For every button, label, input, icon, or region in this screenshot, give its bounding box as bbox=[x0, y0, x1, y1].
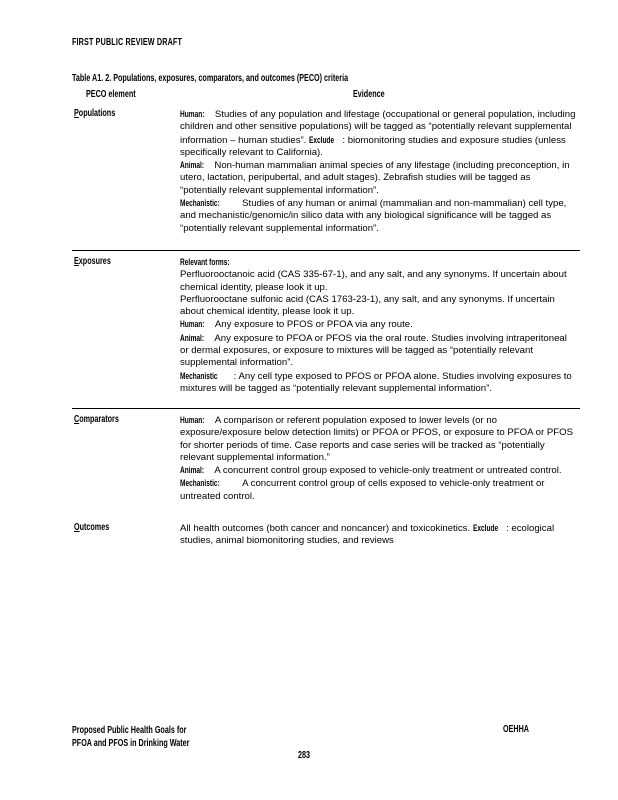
table-row-comparators bbox=[72, 414, 581, 518]
column-header-peco: PECO element bbox=[86, 89, 136, 100]
footer-document-title: Proposed Public Health Goals for PFOA and PFOS in Drinking Water bbox=[72, 725, 190, 749]
relevant-forms-label: Relevant forms: bbox=[180, 256, 230, 267]
populations-human: Human: Studies of any population and lifestage (occupational or general population, including children and other sensitive populations) will be tagged as “potentially relevant supplemental information – human studies”. Exclude : biomonitoring studies and exposure studies (unless specifically relevant to California). bbox=[180, 108, 576, 158]
evidence-comparators bbox=[180, 414, 578, 503]
exposure-form-pfos: Perfluorooctane sulfonic acid (CAS 1763-23-1), any salt, and any synonyms. If uncertain about chemical identity, please look it up. bbox=[180, 293, 555, 318]
table-row-populations bbox=[72, 108, 581, 248]
populations-mechanistic: Mechanistic: Studies of any human or animal (mammalian and non-mammalian) cell type, and mechanistic/genomic/in silico data with any biological significance will be tagged as “potentially relevant supplemental information”. bbox=[180, 197, 567, 234]
peco-label-outcomes: Outcomes bbox=[74, 522, 110, 533]
peco-label-populations: Populations bbox=[74, 108, 116, 119]
comparators-human: Human: A comparison or referent population exposed to lower levels (or no exposure/exposure below detection limits) or PFOA or PFOS, or exposure to PFOA or PFOS for shorter periods of time. Case reports and case series will be tracked as “potentially relevant supplemental information.” bbox=[180, 414, 573, 463]
column-header-evidence: Evidence bbox=[353, 89, 385, 100]
exposures-mechanistic: Mechanistic : Any cell type exposed to PFOS or PFOA alone. Studies involving exposures to mixtures will be tagged as “potentially relevant supplemental information”. bbox=[180, 369, 572, 394]
exposure-form-pfoa: Perfluorooctanoic acid (CAS 335-67-1), and any salt, and any synonyms. If uncertain about chemical identity, please look it up. bbox=[180, 269, 567, 293]
peco-label-comparators: Comparators bbox=[74, 414, 119, 425]
table-column-headers bbox=[72, 89, 592, 103]
comparators-animal: Animal: A concurrent control group exposed to vehicle-only treatment or untreated control. bbox=[180, 464, 562, 477]
peco-label-exposures: Exposures bbox=[74, 256, 111, 267]
draft-header: FIRST PUBLIC REVIEW DRAFT bbox=[72, 37, 183, 48]
page-number: 283 bbox=[298, 750, 311, 761]
exposures-human: Human: Any exposure to PFOS or PFOA via any route. bbox=[180, 318, 413, 331]
evidence-populations bbox=[180, 108, 578, 235]
exposures-animal: Animal: Any exposure to PFOA or PFOS via the oral route. Studies involving intraperitoneal or dermal exposures, or exposure to mixtures will be tagged as “potentially relevant supplemental information”. bbox=[180, 331, 567, 369]
evidence-outcomes bbox=[180, 522, 578, 548]
populations-animal: Animal: Non-human mammalian animal species of any lifestage (including preconception, in utero, lactation, peripubertal, and adult stages). Zebrafish studies will be tagged as “potentially relevant supplemental information”. bbox=[180, 159, 570, 196]
table-row-outcomes bbox=[72, 522, 581, 552]
footer-agency: OEHHA bbox=[503, 724, 530, 735]
row-divider bbox=[72, 250, 580, 251]
comparators-mechanistic: Mechanistic: A concurrent control group of cells exposed to vehicle-only treatment or untreated control. bbox=[180, 477, 545, 502]
row-divider bbox=[72, 408, 580, 409]
table-row-exposures bbox=[72, 256, 581, 406]
table-caption: Table A1. 2. Populations, exposures, comparators, and outcomes (PECO) criteria bbox=[72, 73, 349, 84]
outcomes-text: All health outcomes (both cancer and noncancer) and toxicokinetics. Exclude : ecological studies, animal biomonitoring studies, and reviews bbox=[180, 522, 555, 547]
evidence-exposures bbox=[180, 256, 578, 395]
